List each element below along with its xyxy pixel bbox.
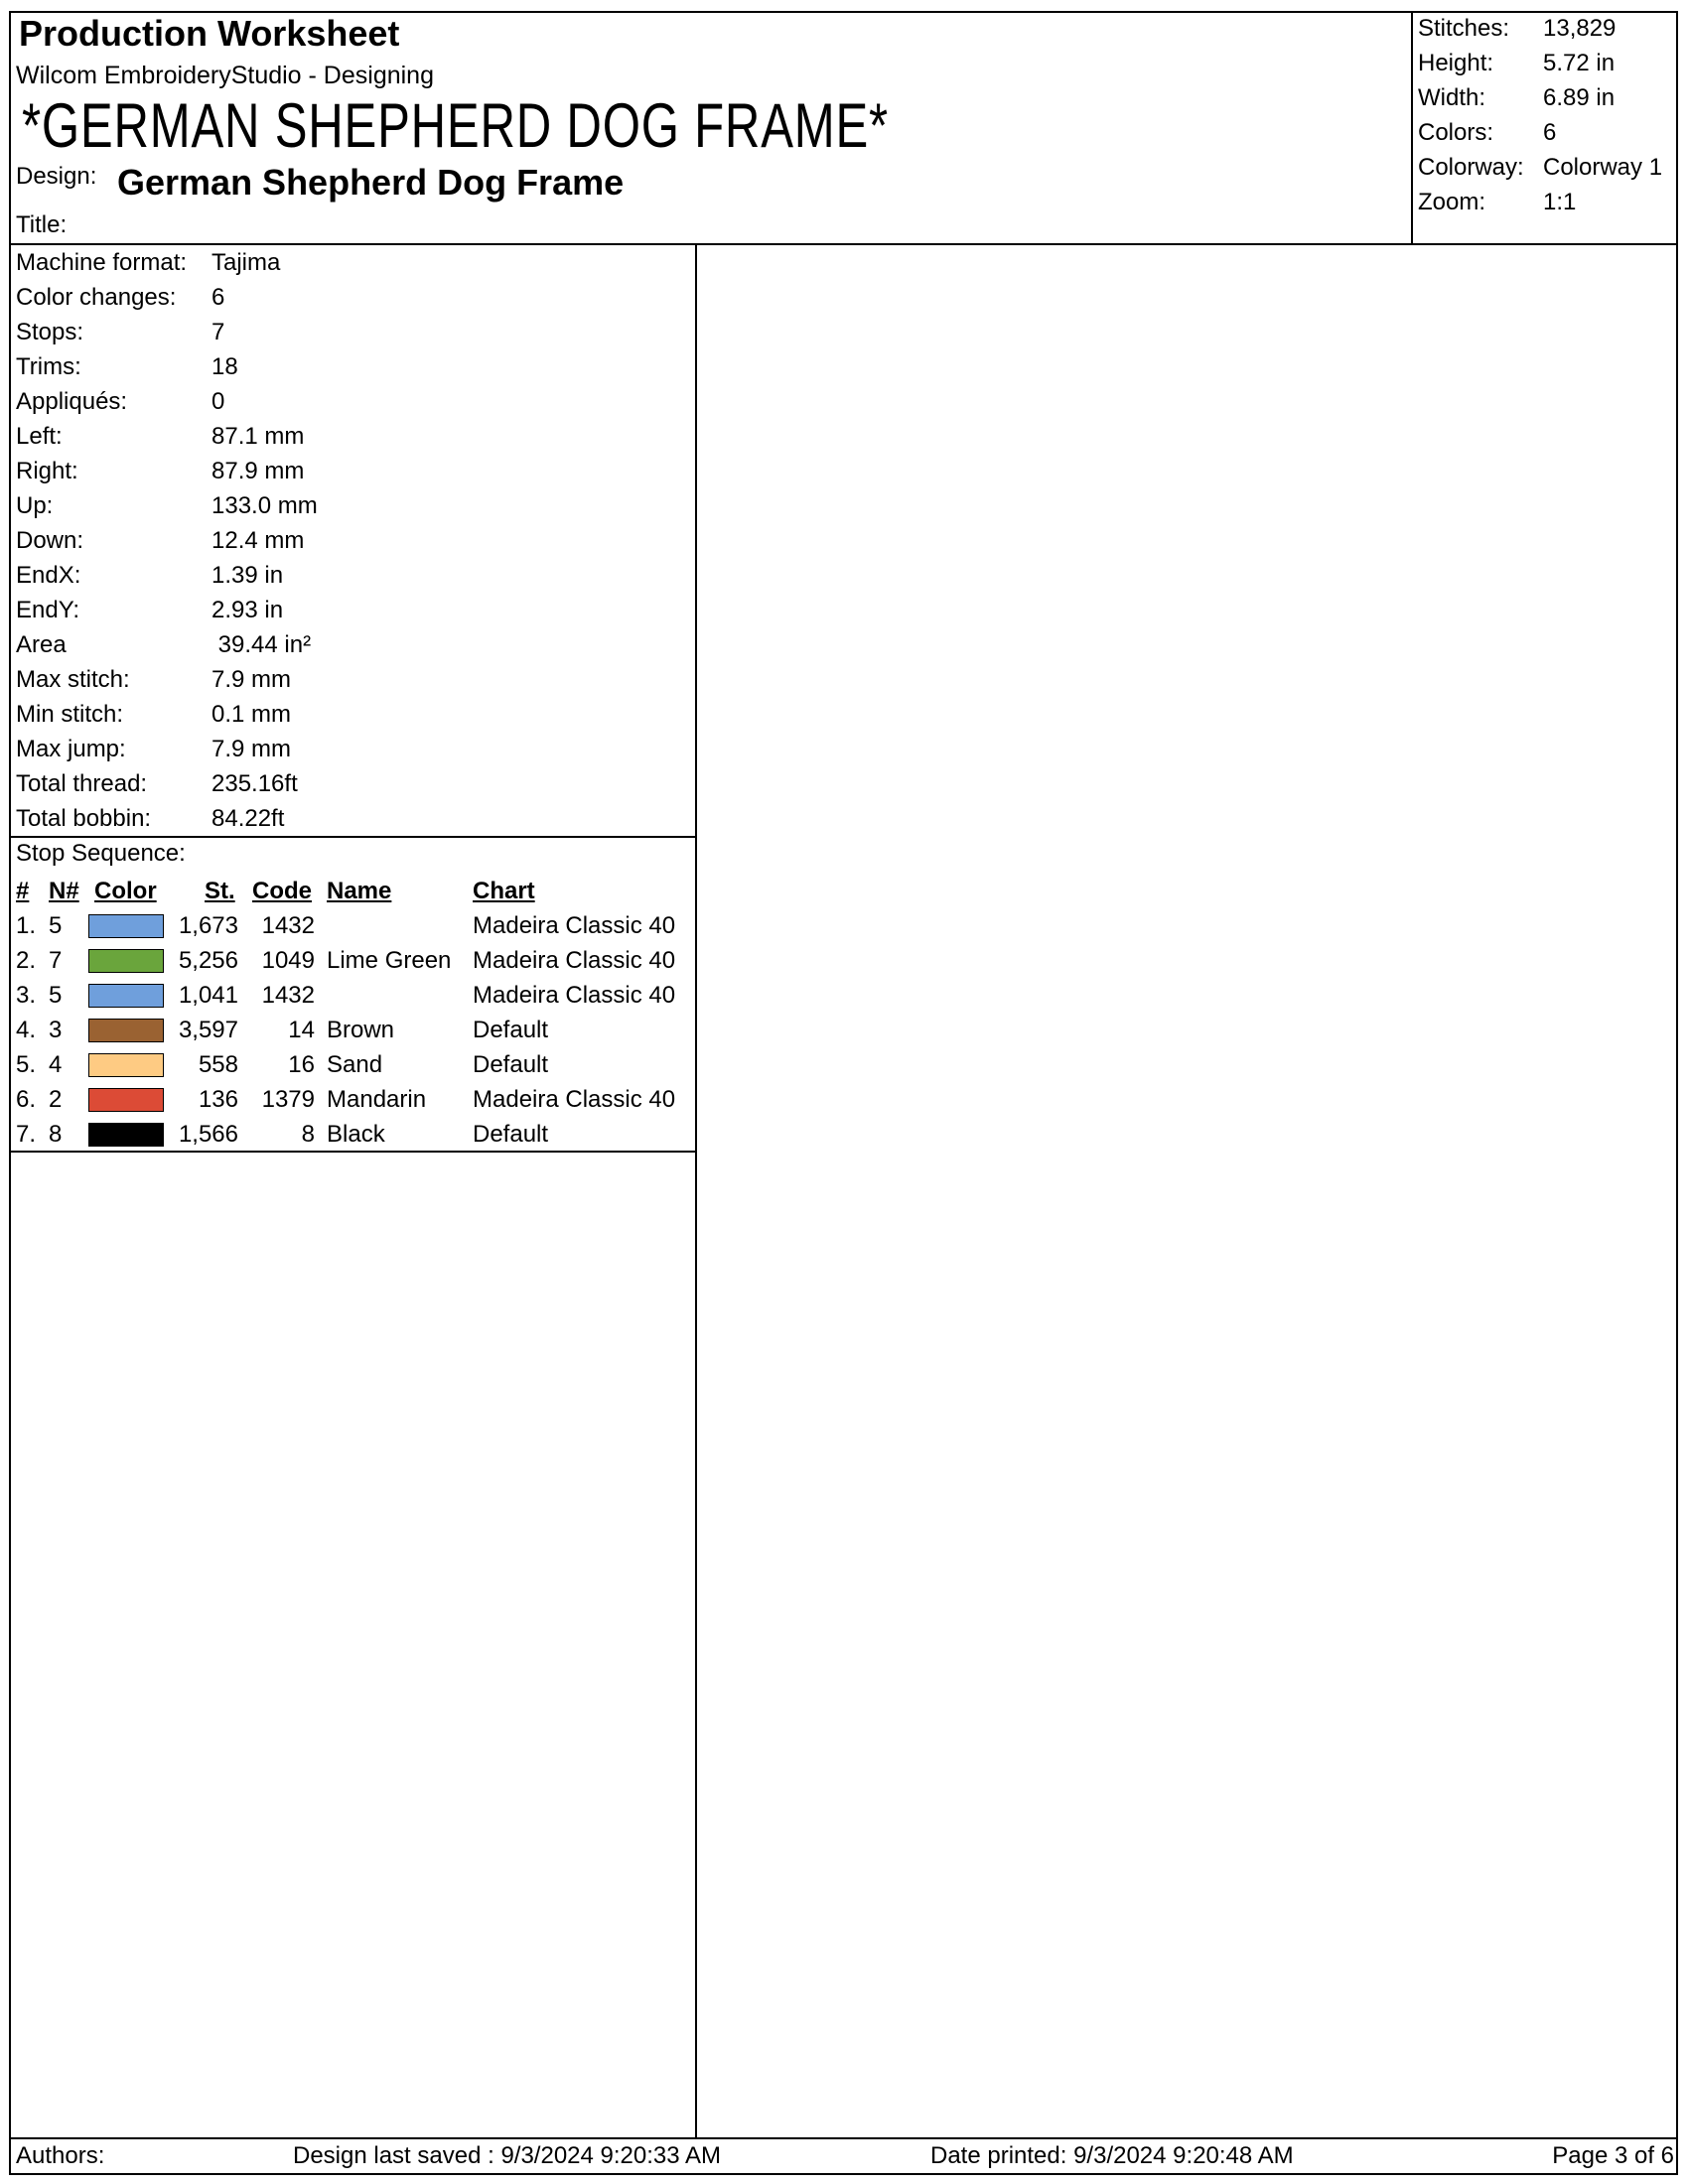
stat-label: Appliqués: — [16, 388, 128, 415]
title-label: Title: — [16, 211, 68, 238]
stop-code: 1432 — [261, 982, 315, 1009]
stop-code: 14 — [288, 1017, 315, 1043]
stat-value: 133.0 mm — [211, 492, 318, 519]
stat-label: Trims: — [16, 353, 81, 380]
info-label: Colors: — [1418, 119, 1494, 146]
stats-divider — [9, 836, 696, 838]
stop-stitches: 1,673 — [178, 912, 238, 939]
stop-chart: Madeira Classic 40 — [473, 912, 676, 939]
header-needle: N# — [49, 878, 79, 904]
stop-stitches: 1,566 — [178, 1121, 238, 1148]
stop-row — [0, 1051, 695, 1086]
footer-date-printed: Date printed: 9/3/2024 9:20:48 AM — [930, 2142, 1294, 2169]
stop-name: Mandarin — [327, 1086, 427, 1113]
design-banner: *GERMAN SHEPHERD DOG FRAME* — [22, 91, 889, 161]
stop-sequence-label: Stop Sequence: — [16, 840, 186, 867]
stop-stitches: 3,597 — [178, 1017, 238, 1043]
info-value: 6 — [1543, 119, 1557, 146]
stat-label: Max jump: — [16, 736, 126, 762]
stat-value: 2.93 in — [211, 597, 284, 623]
stop-code: 1049 — [261, 947, 315, 974]
stop-code: 1379 — [261, 1086, 315, 1113]
stop-needle: 5 — [49, 912, 63, 939]
stop-needle: 2 — [49, 1086, 63, 1113]
stat-label: Up: — [16, 492, 54, 519]
design-value: German Shepherd Dog Frame — [117, 162, 625, 203]
color-swatch — [88, 1019, 164, 1042]
header-color: Color — [94, 878, 157, 904]
stop-row — [0, 1086, 695, 1121]
stop-stitches: 1,041 — [178, 982, 238, 1009]
info-label: Zoom: — [1418, 189, 1486, 215]
footer-last-saved: Design last saved : 9/3/2024 9:20:33 AM — [293, 2142, 721, 2169]
stop-chart: Madeira Classic 40 — [473, 947, 676, 974]
stat-value: 0 — [211, 388, 225, 415]
stop-num: 5. — [16, 1051, 37, 1078]
page-title: Production Worksheet — [19, 13, 400, 54]
stat-value: 0.1 mm — [211, 701, 292, 728]
stat-value: 6 — [211, 284, 225, 311]
stop-row — [0, 947, 695, 982]
stop-needle: 3 — [49, 1017, 63, 1043]
stat-value: 87.9 mm — [211, 458, 305, 484]
stop-num: 7. — [16, 1121, 37, 1148]
info-value: 13,829 — [1543, 15, 1617, 42]
stat-value: 7.9 mm — [211, 736, 292, 762]
info-value: 1:1 — [1543, 189, 1577, 215]
stat-label: Area — [16, 631, 67, 658]
stop-code: 1432 — [261, 912, 315, 939]
stop-stitches: 558 — [198, 1051, 238, 1078]
column-divider — [695, 243, 697, 2139]
stat-value: 12.4 mm — [211, 527, 305, 554]
stat-label: Color changes: — [16, 284, 177, 311]
footer-divider — [9, 2137, 1678, 2139]
stat-label: Min stitch: — [16, 701, 124, 728]
footer-authors: Authors: — [16, 2142, 105, 2169]
footer-page-number: Page 3 of 6 — [1552, 2142, 1674, 2169]
stat-value: Tajima — [211, 249, 281, 276]
stat-value: 1.39 in — [211, 562, 284, 589]
stat-label: Machine format: — [16, 249, 188, 276]
stop-num: 6. — [16, 1086, 37, 1113]
stat-label: EndY: — [16, 597, 80, 623]
stop-num: 3. — [16, 982, 37, 1009]
stop-name: Sand — [327, 1051, 383, 1078]
stat-label: EndX: — [16, 562, 81, 589]
stat-value: 18 — [211, 353, 238, 380]
stop-chart: Default — [473, 1121, 549, 1148]
stop-chart: Madeira Classic 40 — [473, 1086, 676, 1113]
stat-value: 235.16ft — [211, 770, 298, 797]
color-swatch — [88, 984, 164, 1008]
stat-label: Total thread: — [16, 770, 148, 797]
stat-label: Down: — [16, 527, 84, 554]
stat-value: 39.44 in² — [211, 631, 312, 658]
header-name: Name — [327, 878, 392, 904]
color-swatch — [88, 949, 164, 973]
stat-value: 84.22ft — [211, 805, 285, 832]
app-subtitle: Wilcom EmbroideryStudio - Designing — [16, 62, 434, 89]
header-divider-vertical — [1411, 11, 1413, 244]
stop-needle: 5 — [49, 982, 63, 1009]
stop-chart: Default — [473, 1051, 549, 1078]
info-label: Width: — [1418, 84, 1486, 111]
stop-stitches: 136 — [198, 1086, 238, 1113]
stop-name: Black — [327, 1121, 385, 1148]
stat-value: 7 — [211, 319, 225, 345]
stat-label: Stops: — [16, 319, 84, 345]
stop-code: 16 — [288, 1051, 315, 1078]
stop-stitches: 5,256 — [178, 947, 238, 974]
info-label: Stitches: — [1418, 15, 1510, 42]
header-code: Code — [252, 878, 312, 904]
stop-chart: Madeira Classic 40 — [473, 982, 676, 1009]
stat-label: Right: — [16, 458, 78, 484]
header-chart: Chart — [473, 878, 535, 904]
stop-needle: 7 — [49, 947, 63, 974]
stop-row — [0, 982, 695, 1017]
stop-name: Lime Green — [327, 947, 452, 974]
color-swatch — [88, 914, 164, 938]
stop-num: 4. — [16, 1017, 37, 1043]
info-value: 6.89 in — [1543, 84, 1616, 111]
info-value: 5.72 in — [1543, 50, 1616, 76]
stop-row — [0, 1017, 695, 1051]
info-label: Height: — [1418, 50, 1494, 76]
stop-row — [0, 1121, 695, 1156]
stop-needle: 4 — [49, 1051, 63, 1078]
stop-name: Brown — [327, 1017, 395, 1043]
stop-needle: 8 — [49, 1121, 63, 1148]
color-swatch — [88, 1053, 164, 1077]
stop-num: 2. — [16, 947, 37, 974]
info-label: Colorway: — [1418, 154, 1524, 181]
stop-row — [0, 912, 695, 947]
stop-num: 1. — [16, 912, 37, 939]
stat-value: 87.1 mm — [211, 423, 305, 450]
design-label: Design: — [16, 163, 97, 190]
info-value: Colorway 1 — [1543, 154, 1663, 181]
stat-label: Max stitch: — [16, 666, 130, 693]
color-swatch — [88, 1088, 164, 1112]
stop-code: 8 — [301, 1121, 315, 1148]
header-stitches: St. — [205, 878, 235, 904]
stat-label: Total bobbin: — [16, 805, 152, 832]
stat-label: Left: — [16, 423, 63, 450]
color-swatch — [88, 1123, 164, 1147]
stat-value: 7.9 mm — [211, 666, 292, 693]
header-divider-horizontal — [9, 243, 1678, 245]
stop-chart: Default — [473, 1017, 549, 1043]
header-num: # — [16, 878, 30, 904]
